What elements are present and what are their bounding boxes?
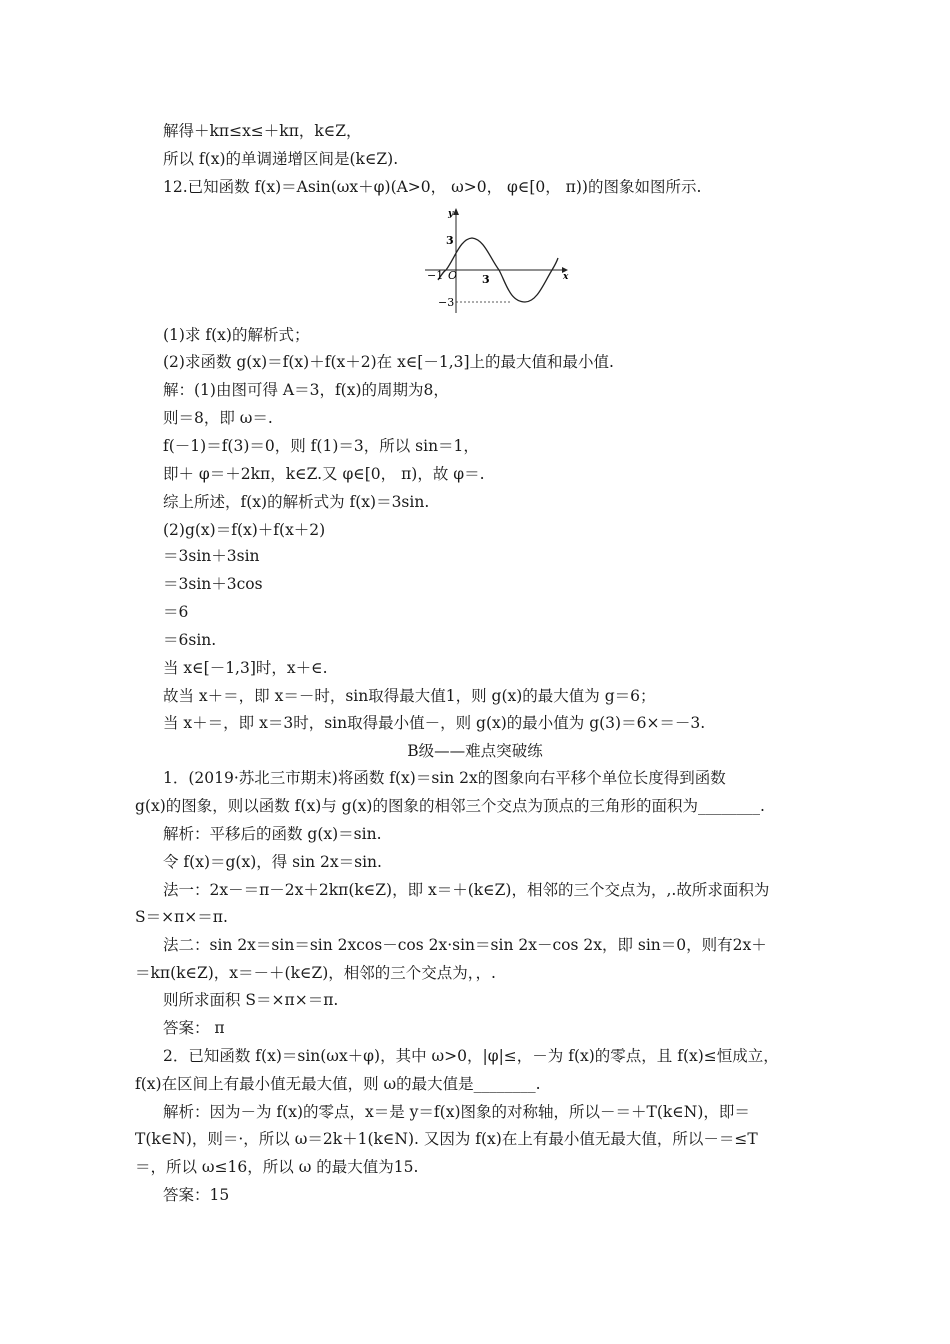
sine-graph-figure (420, 203, 570, 318)
text-line: 令 f(x)＝g(x)，得 sin 2x＝sin. (163, 853, 382, 871)
text-line: 法二：sin 2x＝sin＝sin 2xcos－cos 2x·sin＝sin 2x－cos 2x，即 sin＝0，则有2x＋ (163, 936, 767, 954)
text-line: (2)g(x)＝f(x)＋f(x＋2) (163, 521, 326, 539)
text-line: 解：(1)由图可得 A＝3，f(x)的周期为8， (163, 381, 449, 399)
text-line: ＝，所以 ω≤16，所以 ω 的最大值为15. (135, 1158, 419, 1176)
answer-line: 答案： π (163, 1019, 225, 1037)
text-line: 解析：平移后的函数 g(x)＝sin. (163, 825, 382, 843)
origin-label: O (448, 269, 458, 282)
section-heading: B级——难点突破练 (407, 742, 543, 760)
y-min-label: −3 (438, 296, 455, 309)
y-axis-label: y (448, 209, 454, 219)
text-line: 综上所述，f(x)的解析式为 f(x)＝3sin. (163, 493, 430, 511)
text-line: 故当 x＋＝，即 x＝－时，sin取得最大值1，则 g(x)的最大值为 g＝6； (163, 687, 656, 705)
text-line: g(x)的图象，则以函数 f(x)与 g(x)的图象的相邻三个交点为顶点的三角形的面积为________. (135, 797, 765, 815)
problem-12-statement: 12.已知函数 f(x)＝Asin(ωx＋φ)(A>0， ω>0， φ∈[0， π))的图象如图所示. (163, 178, 702, 196)
text-line: S＝×π×＝π. (135, 908, 228, 926)
y-axis-arrow (453, 208, 459, 215)
text-line: ＝3sin＋3cos (163, 575, 263, 593)
text-line: ＝kπ(k∈Z)，x＝－＋(k∈Z)，相邻的三个交点为，，. (135, 964, 496, 982)
text-line: ＝6 (163, 603, 189, 621)
text-line: 当 x∈[－1,3]时，x＋∈. (163, 659, 328, 677)
x-three-label: 3 (482, 273, 490, 286)
y-max-label: 3 (446, 234, 454, 247)
text-line: 则＝8，即 ω＝. (163, 409, 273, 427)
text-line: 当 x＋＝，即 x＝3时，sin取得最小值－，则 g(x)的最小值为 g(3)＝6×＝－3. (163, 714, 706, 732)
text-line: 2．已知函数 f(x)＝sin(ωx＋φ)，其中 ω>0，|φ|≤，－为 f(x)的零点，且 f(x)≤恒成立， (163, 1047, 779, 1065)
text-line: 即＋ φ＝＋2kπ，k∈Z.又 φ∈[0， π)，故 φ＝. (163, 465, 485, 483)
text-line: (1)求 f(x)的解析式； (163, 326, 310, 344)
text-line: ＝3sin＋3sin (163, 547, 260, 565)
text-line: ＝6sin. (163, 631, 217, 649)
text-line: 解得＋kπ≤x≤＋kπ，k∈Z， (163, 122, 362, 140)
neg1-label: −1 (427, 269, 444, 282)
text-line: T(k∈N)，则＝·，所以 ω＝2k＋1(k∈N). 又因为 f(x)在上有最小值无最大值，所以－＝≤T (135, 1130, 758, 1148)
text-line: 法一：2x－＝π－2x＋2kπ(k∈Z)，即 x＝＋(k∈Z)，相邻的三个交点为，,.故所求面积为 (163, 881, 770, 899)
text-line: f(x)在区间上有最小值无最大值，则 ω的最大值是________. (135, 1075, 541, 1093)
text-line: 1．(2019·苏北三市期末)将函数 f(x)＝sin 2x的图象向右平移个单位长度得到函数 (163, 769, 726, 787)
answer-line: 答案：15 (163, 1186, 230, 1204)
text-line: (2)求函数 g(x)＝f(x)＋f(x＋2)在 x∈[－1,3]上的最大值和最小值. (163, 353, 614, 371)
text-line: 解析：因为－为 f(x)的零点，x＝是 y＝f(x)图象的对称轴，所以－＝＋T(k∈N)，即＝ (163, 1103, 750, 1121)
text-line: f(－1)＝f(3)＝0，则 f(1)＝3，所以 sin＝1， (163, 437, 479, 455)
x-axis-label: x (563, 272, 569, 282)
text-line: 则所求面积 S＝×π×＝π. (163, 991, 339, 1009)
text-line: 所以 f(x)的单调递增区间是(k∈Z). (163, 150, 399, 168)
